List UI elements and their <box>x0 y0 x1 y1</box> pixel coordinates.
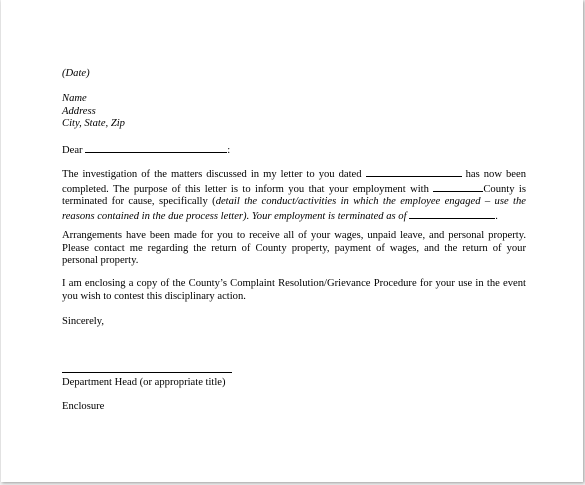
address-block <box>62 93 526 131</box>
signature-title: Department Head (or appropriate title) <box>62 377 226 388</box>
closing: Sincerely, <box>62 316 104 327</box>
paragraph-enclosure-notice: I am enclosing a copy of the County’s Complaint Resolution/Grievance Procedure for your use in the event you wish to contest this disciplinary action. <box>62 278 526 302</box>
salutation-colon: : <box>227 145 231 156</box>
recipient-name: Name <box>62 93 87 104</box>
signature-line <box>62 372 232 373</box>
salutation <box>62 143 526 158</box>
county-name-blank <box>433 182 483 192</box>
paragraph-arrangements: Arrangements have been made for you to receive all of your wages, unpaid leave, and personal property. Please contact me regarding the return of County property, payment of wages, and the return of your personal property. <box>62 230 526 267</box>
p1-text-c: County is terminated for cause, specifically ( <box>62 183 526 208</box>
p1-text-e: . <box>495 210 498 222</box>
recipient-city-state-zip: City, State, Zip <box>62 118 125 130</box>
enclosure-label: Enclosure <box>62 401 105 412</box>
date-line: (Date) <box>62 68 90 79</box>
p1-text-d: detail the conduct/activities in which the employee engaged – use the reasons contained in the due process letter). Your employment is terminated as of <box>62 196 526 222</box>
recipient-name-blank <box>85 143 227 153</box>
letter-page <box>1 0 583 482</box>
p1-text-a: The investigation of the matters discussed in my letter to you dated <box>62 169 362 180</box>
salutation-dear: Dear <box>62 145 83 156</box>
termination-date-blank <box>409 209 495 219</box>
paragraph-termination <box>62 167 526 223</box>
p1-text-b: has now been completed. The purpose of this letter is to inform you that your employment with <box>62 169 527 195</box>
recipient-address: Address <box>62 105 96 117</box>
letter-date-blank <box>366 167 462 177</box>
